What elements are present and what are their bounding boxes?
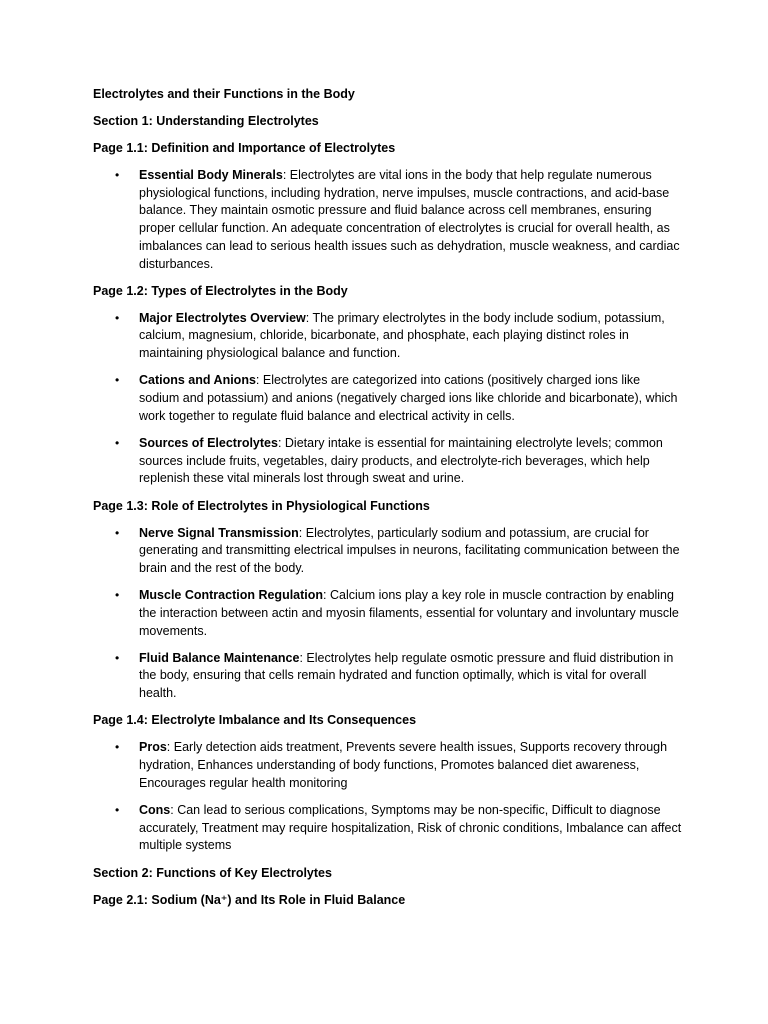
bullet-icon: • xyxy=(115,168,120,182)
section-1-heading: Section 1: Understanding Electrolytes xyxy=(93,114,319,128)
list-item xyxy=(93,739,683,792)
item-text: : Electrolytes are categorized into cations (positively charged ions like sodium and potassium) and anions (negatively charged ions like chloride and bicarbonate), which work together to regulate fluid balance and electrical activity in cells. xyxy=(139,373,678,423)
bullet-icon: • xyxy=(115,310,120,325)
page-1-4-heading: Page 1.4: Electrolyte Imbalance and Its Consequences xyxy=(93,713,417,728)
item-term: Sources of Electrolytes xyxy=(139,435,278,450)
document-body xyxy=(93,86,683,919)
bullet-icon: • xyxy=(115,435,120,450)
item-term: Cons xyxy=(139,802,171,817)
list-item xyxy=(93,650,683,703)
item-text: : Calcium ions play a key role in muscle contraction by enabling the interaction between actin and myosin filaments, essential for voluntary and involuntary muscle movements. xyxy=(139,588,679,638)
document-title: Electrolytes and their Functions in the Body xyxy=(93,87,355,101)
item-text: : The primary electrolytes in the body include sodium, potassium, calcium, magnesium, chloride, bicarbonate, and phosphate, each playing distinct roles in maintaining physiological balance and function. xyxy=(139,310,665,361)
bullet-icon: • xyxy=(115,588,120,603)
list-item xyxy=(93,310,683,363)
list-item xyxy=(93,802,683,855)
bullet-icon: • xyxy=(115,802,120,817)
bullet-icon: • xyxy=(115,525,120,540)
item-term: Cations and Anions xyxy=(139,373,256,388)
item-term: Nerve Signal Transmission xyxy=(139,525,299,540)
item-term: Muscle Contraction Regulation xyxy=(139,588,324,603)
page-1-1-list xyxy=(93,167,683,273)
bullet-icon: • xyxy=(115,373,120,388)
list-item xyxy=(93,587,683,640)
list-item xyxy=(93,525,683,578)
page-1-2-heading: Page 1.2: Types of Electrolytes in the Body xyxy=(93,283,348,298)
list-item xyxy=(93,435,683,488)
item-term: Fluid Balance Maintenance xyxy=(139,650,300,665)
bullet-icon: • xyxy=(115,650,120,665)
item-text: : Dietary intake is essential for maintaining electrolyte levels; common sources include fruits, vegetables, dairy products, and electrolyte-rich beverages, which help replenish these vital minerals lost through sweat and urine. xyxy=(139,435,663,486)
section-2-heading: Section 2: Functions of Key Electrolytes xyxy=(93,865,332,880)
item-term: Essential Body Minerals xyxy=(139,168,283,182)
page-1-3-list xyxy=(93,525,683,703)
list-item xyxy=(93,372,683,425)
page-1-3-heading: Page 1.3: Role of Electrolytes in Physiological Functions xyxy=(93,498,430,513)
page-1-2-list xyxy=(93,310,683,488)
item-text: : Early detection aids treatment, Prevents severe health issues, Supports recovery through hydration, Enhances understanding of body functions, Promotes balanced diet awareness, Encourages regular health monitoring xyxy=(139,740,668,790)
list-item xyxy=(93,167,683,273)
item-text: : Electrolytes, particularly sodium and potassium, are crucial for generating and transmitting electrical impulses in neurons, facilitating communication between the brain and the rest of the body. xyxy=(139,525,680,575)
bullet-icon: • xyxy=(115,740,120,755)
item-term: Pros xyxy=(139,740,167,755)
item-text: : Electrolytes are vital ions in the body that help regulate numerous physiological functions, including hydration, nerve impulses, muscle contractions, and acid-base balance. They maintain osmotic pressure and fluid balance across cell membranes, ensuring proper cellular function. An adequate concentration of electrolytes is crucial for overall health, as imbalances can lead to serious health issues such as dehydration, muscle weakness, and cardiac disturbances. xyxy=(139,168,680,271)
item-text: : Can lead to serious complications, Symptoms may be non-specific, Difficult to diagnose accurately, Treatment may require hospitalization, Risk of chronic conditions, Imbalance can affect multiple systems xyxy=(139,802,682,853)
page-2-1-heading: Page 2.1: Sodium (Na⁺) and Its Role in Fluid Balance xyxy=(93,892,406,907)
item-term: Major Electrolytes Overview xyxy=(139,310,306,325)
item-text: : Electrolytes help regulate osmotic pressure and fluid distribution in the body, ensuring that cells remain hydrated and function optimally, which is vital for overall health. xyxy=(139,650,674,701)
page-1-4-list xyxy=(93,739,683,855)
page-1-1-heading: Page 1.1: Definition and Importance of Electrolytes xyxy=(93,141,396,155)
